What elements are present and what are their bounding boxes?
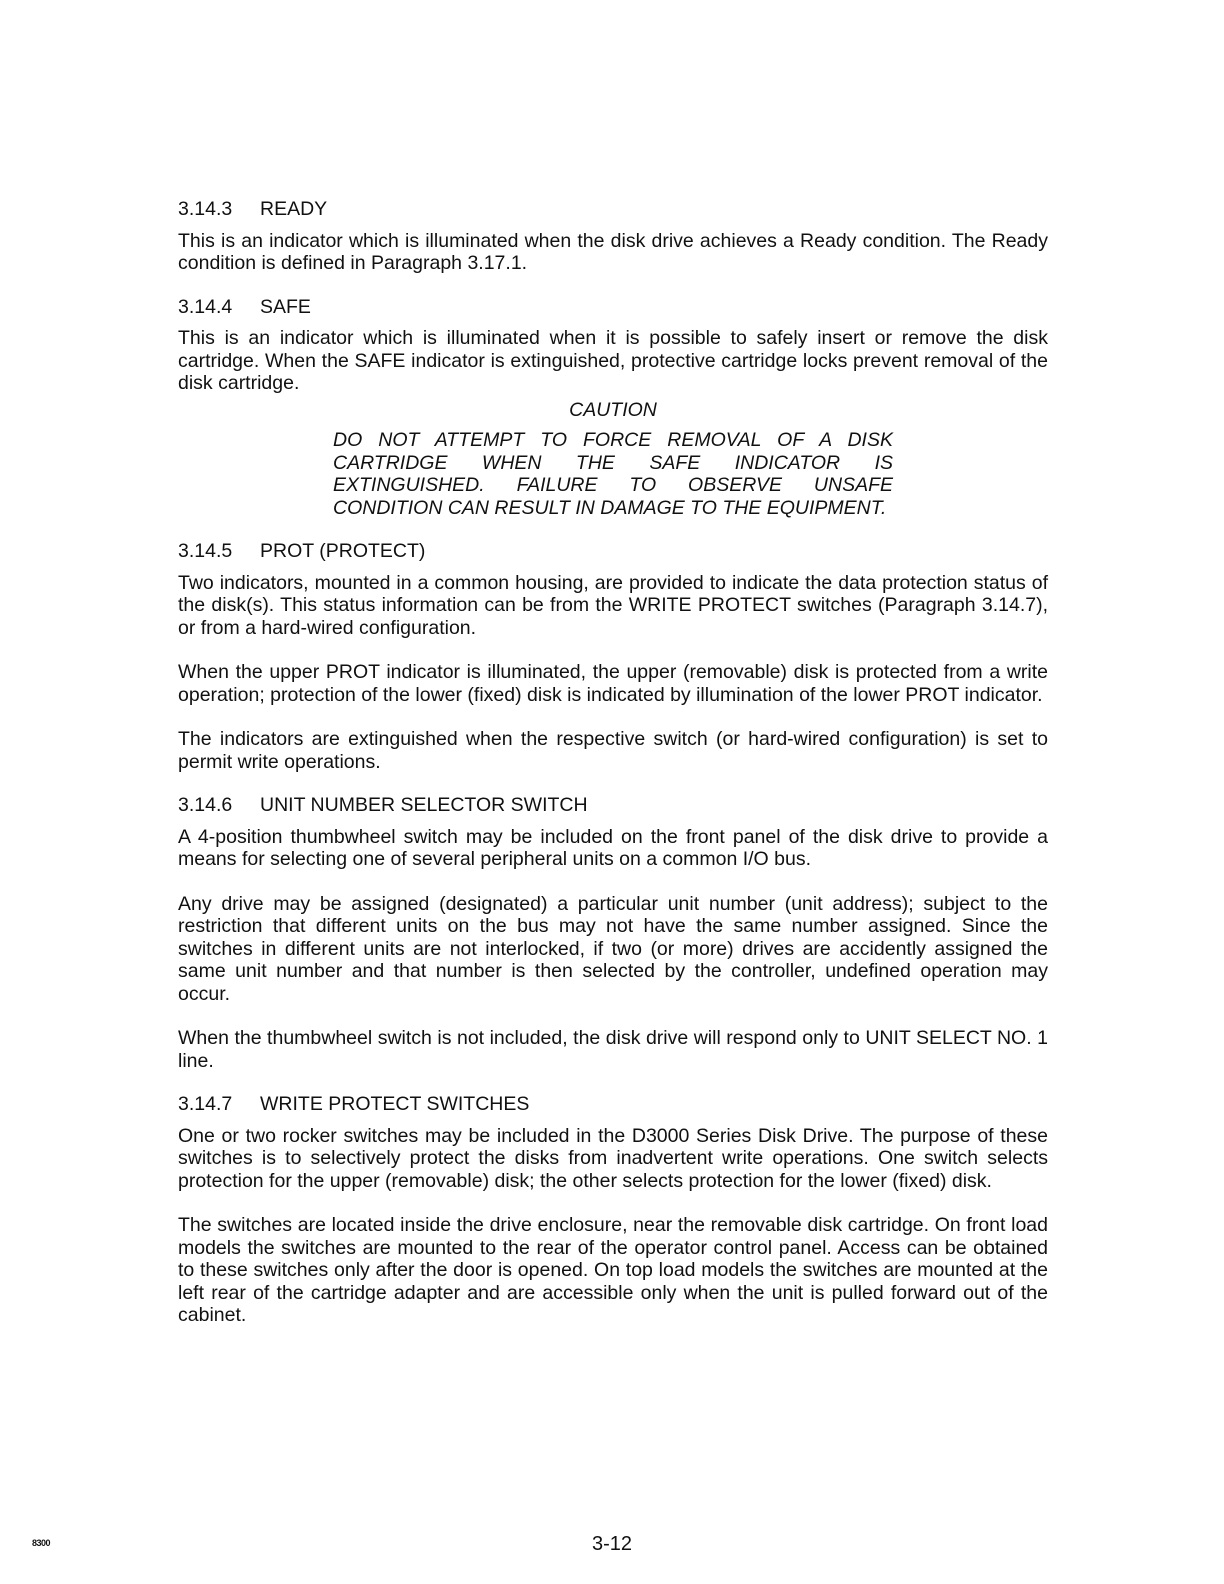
section-3-14-6 [178,794,1048,1072]
section-heading [178,198,1048,221]
paragraph: When the upper PROT indicator is illuminated, the upper (removable) disk is protected from a write operation; protection of the lower (fixed) disk is indicated by illumination of the lower PROT indicator. [178,661,1048,706]
section-title: SAFE [260,295,311,318]
paragraph: A 4-position thumbwheel switch may be included on the front panel of the disk drive to provide a means for selecting one of several peripheral units on a common I/O bus. [178,825,1048,870]
section-number: 3.14.5 [178,540,233,562]
section-number: 3.14.3 [178,198,233,220]
section-heading [178,296,1048,319]
section-heading [178,540,1048,563]
page-body [178,198,1048,1348]
paragraph: When the thumbwheel switch is not included, the disk drive will respond only to UNIT SELECT NO. 1 line. [178,1027,1048,1072]
section-3-14-5 [178,540,1048,773]
section-heading [178,794,1048,817]
paragraph: Any drive may be assigned (designated) a particular unit number (unit address); subject to the restriction that different units on the bus may not have the same number assigned. Since the switches in different units are not interlocked, if two (or more) drives are accidently assigned the same unit number and that number is then selected by the controller, undefined operation may occur. [178,892,1048,1005]
section-title: PROT (PROTECT) [260,540,426,562]
footer-document-mark: 8300 [32,1538,51,1548]
section-number: 3.14.4 [178,295,233,318]
section-3-14-4 [178,296,1048,520]
section-number: 3.14.6 [178,794,233,816]
page-number: 3-12 [591,1533,633,1555]
paragraph: The indicators are extinguished when the respective switch (or hard-wired configuration) is set to permit write operations. [178,728,1048,773]
section-3-14-3 [178,198,1048,275]
paragraph: Two indicators, mounted in a common housing, are provided to indicate the data protection status of the disk(s). This status information can be from the WRITE PROTECT switches (Paragraph 3.14.7), or from a hard-wired configuration. [178,571,1048,639]
section-title: UNIT NUMBER SELECTOR SWITCH [260,794,588,816]
paragraph: This is an indicator which is illuminated when it is possible to safely insert or remove the disk cartridge. When the SAFE indicator is extinguished, protective cartridge locks prevent removal of the disk cartridge. [178,327,1048,394]
section-title: WRITE PROTECT SWITCHES [260,1093,530,1115]
caution-title: CAUTION [569,398,657,421]
section-title: READY [260,198,328,220]
paragraph: The switches are located inside the drive enclosure, near the removable disk cartridge. On front load models the switches are mounted to the rear of the operator control panel. Access can be obtained to these switches only after the door is opened. On top load models the switches are mounted at the left rear of the cartridge adapter and are accessible only when the unit is pulled forward out of the cabinet. [178,1214,1048,1326]
section-heading [178,1093,1048,1116]
paragraph: One or two rocker switches may be included in the D3000 Series Disk Drive. The purpose of these switches is to selectively protect the disks from inadvertent write operations. One switch selects protection for the upper (removable) disk; the other selects protection for the lower (fixed) disk. [178,1124,1048,1192]
paragraph: This is an indicator which is illuminated when the disk drive achieves a Ready condition. The Ready condition is defined in Paragraph 3.17.1. [178,229,1048,274]
section-number: 3.14.7 [178,1093,233,1115]
caution-text: DO NOT ATTEMPT TO FORCE REMOVAL OF A DISK CARTRIDGE WHEN THE SAFE INDICATOR IS EXTINGUISHED. FAILURE TO OBSERVE UNSAFE CONDITION CAN RESULT IN DAMAGE TO THE EQUIPMENT. [333,429,893,519]
section-3-14-7 [178,1093,1048,1327]
